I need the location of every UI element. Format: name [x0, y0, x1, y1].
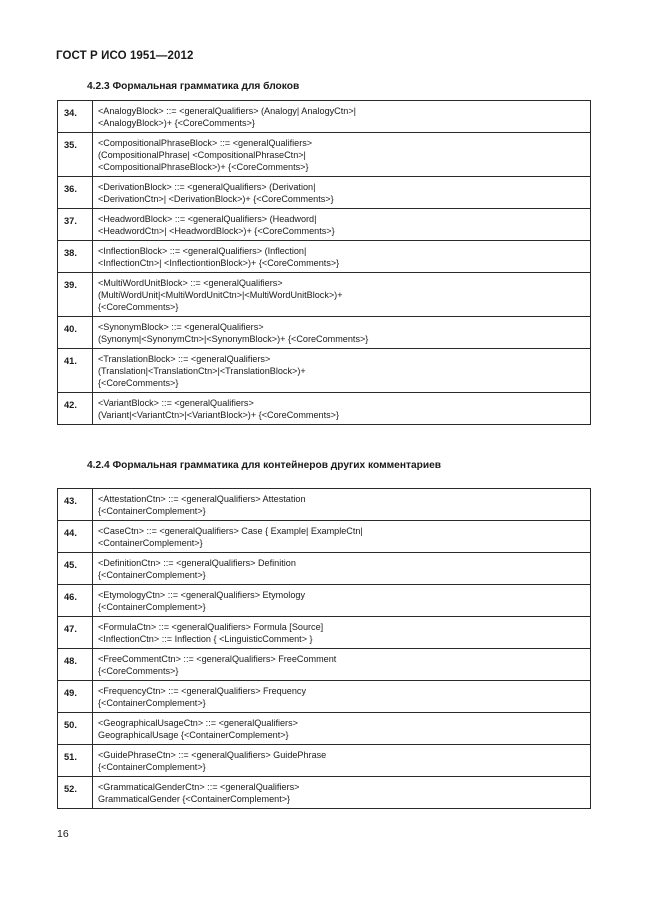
- document-header: ГОСТ Р ИСО 1951—2012: [56, 50, 194, 62]
- rule-line: <AttestationCtn> ::= <generalQualifiers> Attestation: [98, 494, 306, 504]
- page-number: 16: [57, 828, 69, 840]
- rule-number: 35.: [58, 133, 93, 177]
- table-row: [58, 101, 591, 133]
- rule-line: (MultiWordUnit|<MultiWordUnitCtn>|<MultiWordUnitBlock>)+: [98, 290, 343, 300]
- rule-number: 36.: [58, 177, 93, 209]
- table-row: [58, 489, 591, 521]
- rule-line: <MultiWordUnitBlock> ::= <generalQualifiers>: [98, 278, 283, 288]
- section-title-blocks: 4.2.3 Формальная грамматика для блоков: [87, 81, 300, 92]
- rule-text: [93, 489, 591, 521]
- rule-number: 38.: [58, 241, 93, 273]
- rule-number: 51.: [58, 745, 93, 777]
- rule-line: GrammaticalGender {<ContainerComplement>}: [98, 794, 291, 804]
- rule-line: <ContainerComplement>}: [98, 538, 203, 548]
- table-row: [58, 241, 591, 273]
- rule-number: 50.: [58, 713, 93, 745]
- rule-line: {<ContainerComplement>}: [98, 762, 206, 772]
- rule-line: <GrammaticalGenderCtn> ::= <generalQualifiers>: [98, 782, 300, 792]
- rule-text: [93, 617, 591, 649]
- table-row: [58, 521, 591, 553]
- rule-line: (Synonym|<SynonymCtn>|<SynonymBlock>)+ {<CoreComments>}: [98, 334, 369, 344]
- table-row: [58, 649, 591, 681]
- rule-line: {<CoreComments>}: [98, 666, 179, 676]
- rule-text: [93, 649, 591, 681]
- rule-text: [93, 177, 591, 209]
- rule-line: <FreeCommentCtn> ::= <generalQualifiers> FreeComment: [98, 654, 337, 664]
- rule-text: [93, 681, 591, 713]
- rule-line: <AnalogyBlock> ::= <generalQualifiers> (Analogy| AnalogyCtn>|: [98, 106, 356, 116]
- table-row: [58, 553, 591, 585]
- table-row: [58, 349, 591, 393]
- rule-line: {<CoreComments>}: [98, 378, 179, 388]
- table-row: [58, 681, 591, 713]
- rule-line: <CaseCtn> ::= <generalQualifiers> Case { Example| ExampleCtn|: [98, 526, 363, 536]
- rule-line: <CompositionalPhraseBlock>)+ {<CoreComments>}: [98, 162, 309, 172]
- rule-line: {<CoreComments>}: [98, 302, 179, 312]
- rule-number: 40.: [58, 317, 93, 349]
- rule-line: <GuidePhraseCtn> ::= <generalQualifiers> GuidePhrase: [98, 750, 327, 760]
- rule-number: 42.: [58, 393, 93, 425]
- rule-line: <DerivationCtn>| <DerivationBlock>)+ {<CoreComments>}: [98, 194, 334, 204]
- rule-text: [93, 133, 591, 177]
- rule-line: <InflectionCtn> ::= Inflection { <LinguisticComment> }: [98, 634, 313, 644]
- rule-number: 43.: [58, 489, 93, 521]
- rule-number: 34.: [58, 101, 93, 133]
- table-row: [58, 209, 591, 241]
- table-row: [58, 273, 591, 317]
- rule-line: <FormulaCtn> ::= <generalQualifiers> Formula [Source]: [98, 622, 324, 632]
- rule-line: (Translation|<TranslationCtn>|<TranslationBlock>)+: [98, 366, 306, 376]
- rule-line: (CompositionalPhrase| <CompositionalPhraseCtn>|: [98, 150, 306, 160]
- rule-line: {<ContainerComplement>}: [98, 506, 206, 516]
- rule-line: (Variant|<VariantCtn>|<VariantBlock>)+ {<CoreComments>}: [98, 410, 340, 420]
- rule-number: 41.: [58, 349, 93, 393]
- rule-number: 52.: [58, 777, 93, 809]
- table-row: [58, 393, 591, 425]
- rule-text: [93, 521, 591, 553]
- table-row: [58, 777, 591, 809]
- grammar-table-blocks: [57, 100, 591, 425]
- rule-line: <GeographicalUsageCtn> ::= <generalQualifiers>: [98, 718, 298, 728]
- rule-line: <HeadwordBlock> ::= <generalQualifiers> (Headword|: [98, 214, 317, 224]
- table-row: [58, 617, 591, 649]
- rule-line: <FrequencyCtn> ::= <generalQualifiers> Frequency: [98, 686, 307, 696]
- rule-line: <SynonymBlock> ::= <generalQualifiers>: [98, 322, 264, 332]
- rule-line: GeographicalUsage {<ContainerComplement>}: [98, 730, 289, 740]
- grammar-table-containers: [57, 488, 591, 809]
- rule-text: [93, 349, 591, 393]
- table-row: [58, 317, 591, 349]
- rule-line: <DerivationBlock> ::= <generalQualifiers> (Derivation|: [98, 182, 316, 192]
- rule-text: [93, 745, 591, 777]
- rule-line: <EtymologyCtn> ::= <generalQualifiers> Etymology: [98, 590, 305, 600]
- rule-line: <InflectionCtn>| <InflectiontionBlock>)+ {<CoreComments>}: [98, 258, 340, 268]
- rule-line: <VariantBlock> ::= <generalQualifiers>: [98, 398, 254, 408]
- rule-line: {<ContainerComplement>}: [98, 570, 206, 580]
- table-row: [58, 713, 591, 745]
- rule-number: 48.: [58, 649, 93, 681]
- rule-number: 45.: [58, 553, 93, 585]
- rule-number: 37.: [58, 209, 93, 241]
- section-title-containers: 4.2.4 Формальная грамматика для контейнеров других комментариев: [87, 460, 442, 471]
- rule-text: [93, 585, 591, 617]
- rule-text: [93, 777, 591, 809]
- rule-number: 47.: [58, 617, 93, 649]
- rule-text: [93, 101, 591, 133]
- rule-line: <AnalogyBlock>)+ {<CoreComments>}: [98, 118, 255, 128]
- rule-line: <TranslationBlock> ::= <generalQualifiers>: [98, 354, 271, 364]
- table-row: [58, 133, 591, 177]
- rule-line: <CompositionalPhraseBlock> ::= <generalQualifiers>: [98, 138, 313, 148]
- rule-text: [93, 553, 591, 585]
- rule-text: [93, 209, 591, 241]
- table-row: [58, 585, 591, 617]
- rule-line: <DefinitionCtn> ::= <generalQualifiers> Definition: [98, 558, 296, 568]
- rule-line: <InflectionBlock> ::= <generalQualifiers> (Inflection|: [98, 246, 307, 256]
- rule-text: [93, 713, 591, 745]
- rule-text: [93, 393, 591, 425]
- table-row: [58, 177, 591, 209]
- rule-text: [93, 273, 591, 317]
- table-row: [58, 745, 591, 777]
- rule-text: [93, 241, 591, 273]
- rule-line: <HeadwordCtn>| <HeadwordBlock>)+ {<CoreComments>}: [98, 226, 335, 236]
- rule-number: 49.: [58, 681, 93, 713]
- rule-number: 46.: [58, 585, 93, 617]
- rule-number: 39.: [58, 273, 93, 317]
- rule-line: {<ContainerComplement>}: [98, 602, 206, 612]
- rule-line: {<ContainerComplement>}: [98, 698, 206, 708]
- rule-text: [93, 317, 591, 349]
- rule-number: 44.: [58, 521, 93, 553]
